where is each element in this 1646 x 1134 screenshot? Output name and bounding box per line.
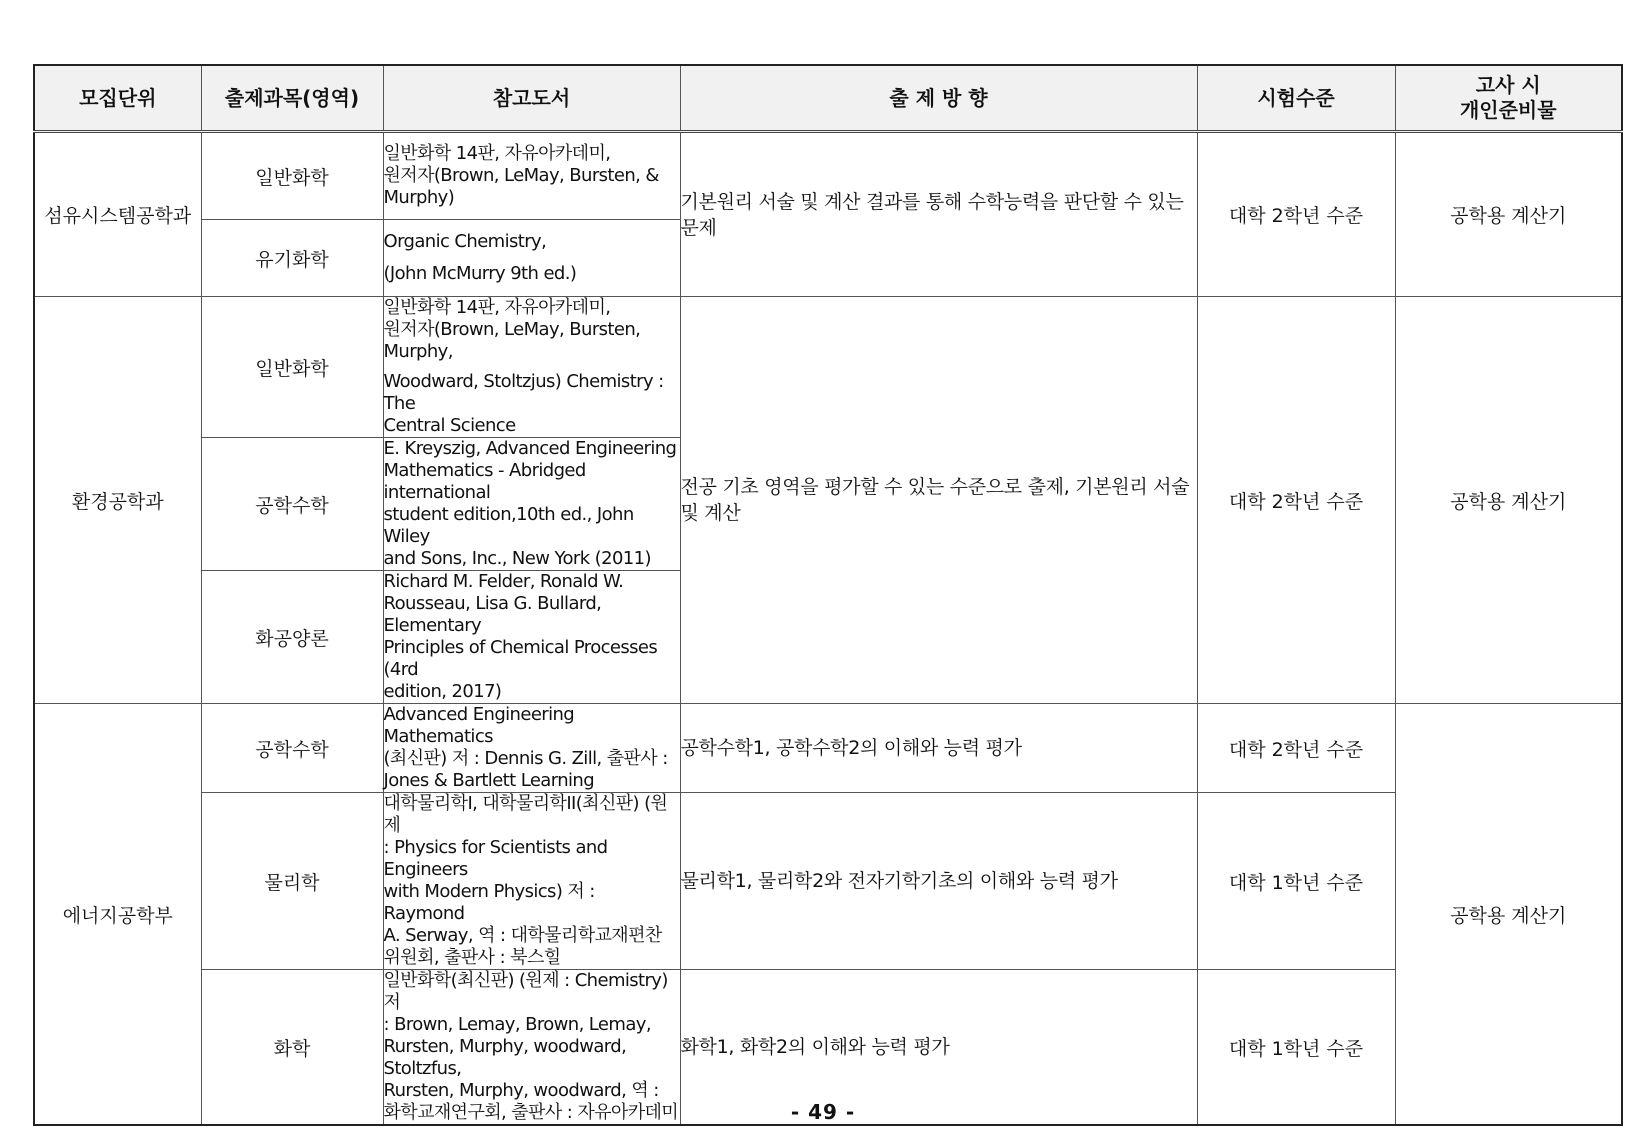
book-line: (John McMurry 9th ed.) bbox=[383, 263, 577, 284]
header-level: 시험수준 bbox=[1197, 65, 1395, 132]
level-cell: 대학 2학년 수준 bbox=[1197, 704, 1395, 793]
book-line: Woodward, Stoltzjus) Chemistry : The bbox=[383, 371, 664, 414]
subject-cell: 물리학 bbox=[201, 793, 383, 970]
subject-cell: 화공양론 bbox=[201, 571, 383, 704]
table-row bbox=[34, 297, 1622, 438]
book-line: and Sons, Inc., New York (2011) bbox=[383, 548, 651, 569]
subject-cell: 공학수학 bbox=[201, 704, 383, 793]
book-line: Jones & Bartlett Learning bbox=[383, 770, 595, 791]
book-line: student edition,10th ed., John Wiley bbox=[383, 504, 634, 547]
book-line: 원저자(Brown, LeMay, Bursten, & bbox=[383, 165, 659, 186]
book-cell bbox=[383, 220, 680, 297]
table-row bbox=[34, 793, 1622, 970]
book-line: Advanced Engineering Mathematics bbox=[383, 704, 575, 747]
exam-info-table bbox=[33, 64, 1623, 1126]
book-cell bbox=[383, 704, 680, 793]
prep-cell: 공학용 계산기 bbox=[1395, 704, 1622, 1126]
direction-cell: 화학1, 화학2의 이해와 능력 평가 bbox=[680, 970, 1197, 1126]
book-line: : Brown, Lemay, Brown, Lemay, bbox=[383, 1014, 651, 1035]
book-line: 화학교재연구회, 출판사 : 자유아카데미 bbox=[383, 1102, 679, 1123]
level-cell: 대학 1학년 수준 bbox=[1197, 970, 1395, 1126]
book-line: Murphy, bbox=[383, 341, 453, 362]
book-line: with Modern Physics) 저 : Raymond bbox=[383, 881, 595, 924]
book-line: 일반화학 14판, 자유아카데미, bbox=[383, 297, 611, 318]
book-line: Central Science bbox=[383, 415, 516, 436]
book-line: (최신판) 저 : Dennis G. Zill, 출판사 : bbox=[383, 748, 668, 769]
book-line: 원저자(Brown, LeMay, Bursten, bbox=[383, 319, 641, 340]
direction-cell: 전공 기초 영역을 평가할 수 있는 수준으로 출제, 기본원리 서술 및 계산 bbox=[680, 297, 1197, 704]
book-line: 위원회, 출판사 : 북스힐 bbox=[383, 947, 561, 968]
header-subject: 출제과목(영역) bbox=[201, 65, 383, 132]
book-line: Rursten, Murphy, woodward, 역 : bbox=[383, 1080, 659, 1101]
book-line: : Physics for Scientists and Engineers bbox=[383, 837, 608, 880]
header-prep-line1: 고사 시 bbox=[1475, 73, 1541, 97]
book-cell bbox=[383, 571, 680, 704]
level-cell: 대학 2학년 수준 bbox=[1197, 132, 1395, 297]
book-cell bbox=[383, 438, 680, 571]
direction-cell: 기본원리 서술 및 계산 결과를 통해 수학능력을 판단할 수 있는 문제 bbox=[680, 132, 1197, 297]
page-number: - 49 - bbox=[790, 1100, 856, 1124]
book-cell bbox=[383, 132, 680, 220]
direction-cell: 공학수학1, 공학수학2의 이해와 능력 평가 bbox=[680, 704, 1197, 793]
direction-cell: 물리학1, 물리학2와 전자기학기초의 이해와 능력 평가 bbox=[680, 793, 1197, 970]
level-cell: 대학 1학년 수준 bbox=[1197, 793, 1395, 970]
header-prep-line2: 개인준비물 bbox=[1459, 98, 1557, 122]
book-line: 대학물리학I, 대학물리학II(최신판) (원제 bbox=[383, 793, 668, 836]
book-line: Rousseau, Lisa G. Bullard, Elementary bbox=[383, 593, 602, 636]
book-line: Mathematics - Abridged international bbox=[383, 460, 586, 503]
unit-cell: 환경공학과 bbox=[34, 297, 201, 704]
header-books: 참고도서 bbox=[383, 65, 680, 132]
book-line: edition, 2017) bbox=[383, 681, 502, 702]
header-unit: 모집단위 bbox=[34, 65, 201, 132]
book-line: Rursten, Murphy, woodward, Stoltzfus, bbox=[383, 1036, 627, 1079]
subject-cell: 일반화학 bbox=[201, 297, 383, 438]
header-direction: 출 제 방 향 bbox=[680, 65, 1197, 132]
book-line: A. Serway, 역 : 대학물리학교재편찬 bbox=[383, 925, 662, 946]
book-cell bbox=[383, 297, 680, 438]
table-row bbox=[34, 132, 1622, 220]
subject-cell: 일반화학 bbox=[201, 132, 383, 220]
header-prep bbox=[1395, 65, 1622, 132]
book-cell bbox=[383, 793, 680, 970]
book-line: Murphy) bbox=[383, 187, 455, 208]
level-cell: 대학 2학년 수준 bbox=[1197, 297, 1395, 704]
unit-cell: 섬유시스템공학과 bbox=[34, 132, 201, 297]
prep-cell: 공학용 계산기 bbox=[1395, 132, 1622, 297]
table-row bbox=[34, 704, 1622, 793]
prep-cell: 공학용 계산기 bbox=[1395, 297, 1622, 704]
subject-cell: 유기화학 bbox=[201, 220, 383, 297]
book-line: Principles of Chemical Processes (4rd bbox=[383, 637, 658, 680]
book-line: E. Kreyszig, Advanced Engineering bbox=[383, 438, 677, 459]
unit-cell: 에너지공학부 bbox=[34, 704, 201, 1126]
table-header-row bbox=[34, 65, 1622, 132]
book-line: 일반화학 14판, 자유아카데미, bbox=[383, 143, 611, 164]
book-line: 일반화학(최신판) (원제 : Chemistry) 저 bbox=[383, 970, 668, 1013]
subject-cell: 공학수학 bbox=[201, 438, 383, 571]
subject-cell: 화학 bbox=[201, 970, 383, 1126]
book-line: Organic Chemistry, bbox=[383, 231, 547, 252]
book-line: Richard M. Felder, Ronald W. bbox=[383, 571, 624, 592]
